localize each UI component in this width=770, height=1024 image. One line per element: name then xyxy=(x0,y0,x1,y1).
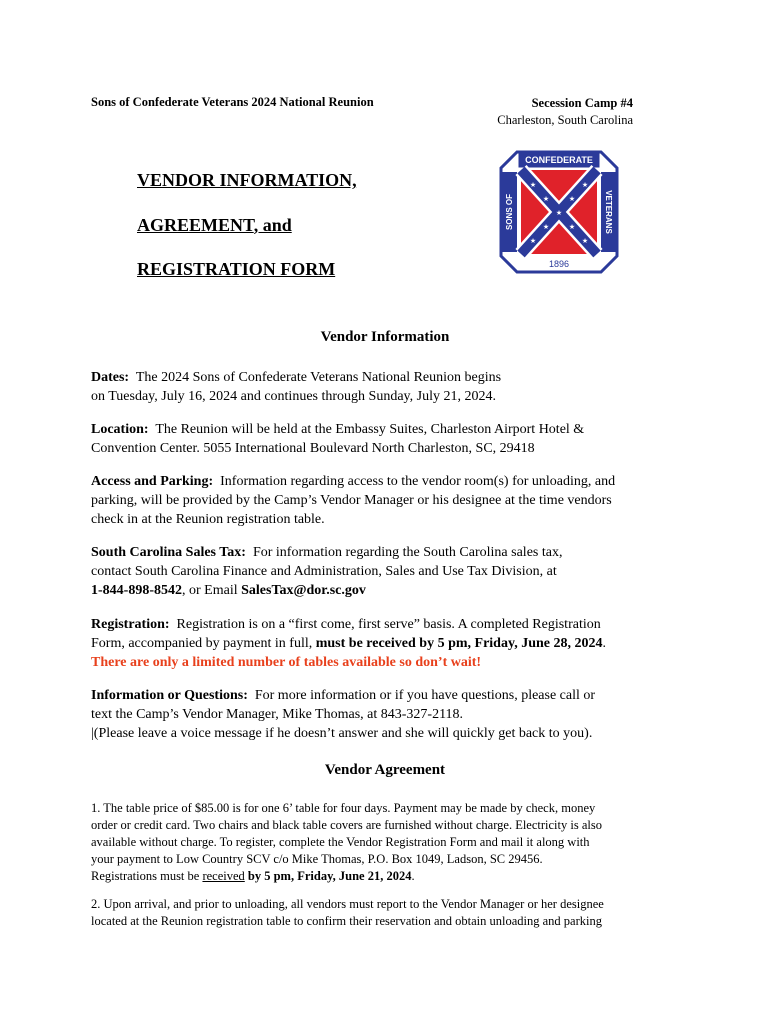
agreement-item-1: 1. The table price of $85.00 is for one 6’ table for four days. Payment may be made by check, money order or credit card. Two chairs and black table covers are furnished without charge. Electricity is also available without charge. To register, complete the Vendor Registration Form and mail it along with your payment to Low Country SCV c/o Mike Thomas, P.O. Box 1049, Ladson, SC 29456. Registrations must be received by 5 pm, Friday, June 21, 2024. xyxy=(91,801,602,883)
reunion-title: Sons of Confederate Veterans 2024 National Reunion xyxy=(91,95,374,109)
access-label: Access and Parking: xyxy=(91,474,214,489)
limited-tables-warning: There are only a limited number of tables available so don’t wait! xyxy=(91,655,482,670)
logo-top-text: CONFEDERATE xyxy=(525,155,593,165)
received-underlined: received xyxy=(202,869,245,883)
logo-right-text: VETERANS xyxy=(604,190,613,234)
logo-left-text: SONS OF xyxy=(505,193,514,231)
sales-tax-phone: 1-844-898-8542 xyxy=(91,583,182,598)
logo-year: 1896 xyxy=(548,259,570,269)
location-paragraph: Location: The Reunion will be held at the Embassy Suites, Charleston Airport Hotel & Convention Center. 5055 International Boulevard North Charleston, SC, 29418 xyxy=(91,422,585,456)
title-agreement: AGREEMENT xyxy=(137,215,254,235)
svg-text:★: ★ xyxy=(581,181,589,189)
title-and: , and xyxy=(253,215,292,235)
title-line-2 xyxy=(137,215,292,236)
svg-text:★: ★ xyxy=(555,209,563,217)
svg-text:★: ★ xyxy=(529,181,537,189)
access-paragraph: Access and Parking: Information regarding access to the vendor room(s) for unloading, and parking, will be provided by the Camp’s Vendor Manager or his designee at the time vendors check in at the Reunion registration table. xyxy=(91,474,616,527)
agreement-item-2: 2. Upon arrival, and prior to unloading, all vendors must report to the Vendor Manager or her designee located at the Reunion registration table to confirm their reservation and obtain unloading and parking xyxy=(91,897,604,928)
camp-location: Charleston, South Carolina xyxy=(497,113,633,127)
sales-tax-paragraph: South Carolina Sales Tax: For information regarding the South Carolina sales tax, contact South Carolina Finance and Administration, Sales and Use Tax Division, at 1-844-898-8542, or Email SalesTax@dor.sc.gov xyxy=(91,545,563,598)
svg-text:★: ★ xyxy=(542,195,550,203)
registration-label: Registration: xyxy=(91,617,170,632)
registration-deadline: must be received by 5 pm, Friday, June 28, 2024 xyxy=(315,636,603,651)
svg-text:★: ★ xyxy=(529,237,537,245)
vendor-agreement-heading: Vendor Agreement xyxy=(324,762,446,778)
dates-paragraph: Dates: The 2024 Sons of Confederate Veterans National Reunion begins on Tuesday, July 16, 2024 and continues through Sunday, July 21, 2024. xyxy=(91,370,502,404)
sales-tax-email: SalesTax@dor.sc.gov xyxy=(241,583,366,598)
questions-label: Information or Questions: xyxy=(91,688,248,703)
camp-name: Secession Camp #4 xyxy=(531,96,633,110)
camp-header xyxy=(497,95,633,129)
svg-text:★: ★ xyxy=(581,237,589,245)
svg-text:★: ★ xyxy=(542,223,550,231)
questions-paragraph: Information or Questions: For more information or if you have questions, please call or text the Camp’s Vendor Manager, Mike Thomas, at 843-327-2118. |(Please leave a voice message if he doesn’t answer and she will quickly get back to you). xyxy=(91,688,596,741)
svg-text:★: ★ xyxy=(568,223,576,231)
agreement-deadline: by 5 pm, Friday, June 21, 2024 xyxy=(247,869,412,883)
registration-paragraph: Registration: Registration is on a “first come, first serve” basis. A completed Registration Form, accompanied by payment in full, must be received by 5 pm, Friday, June 28, 2024. There are only a limited number of tables available so don’t wait! xyxy=(91,617,606,670)
svg-text:★: ★ xyxy=(568,195,576,203)
sales-tax-label: South Carolina Sales Tax: xyxy=(91,545,246,560)
title-line-3: REGISTRATION FORM xyxy=(137,259,336,279)
title-line-1: VENDOR INFORMATION, xyxy=(137,170,357,190)
dates-label: Dates: xyxy=(91,370,130,385)
scv-logo xyxy=(497,148,621,276)
vendor-information-heading: Vendor Information xyxy=(320,329,450,345)
location-label: Location: xyxy=(91,422,149,437)
